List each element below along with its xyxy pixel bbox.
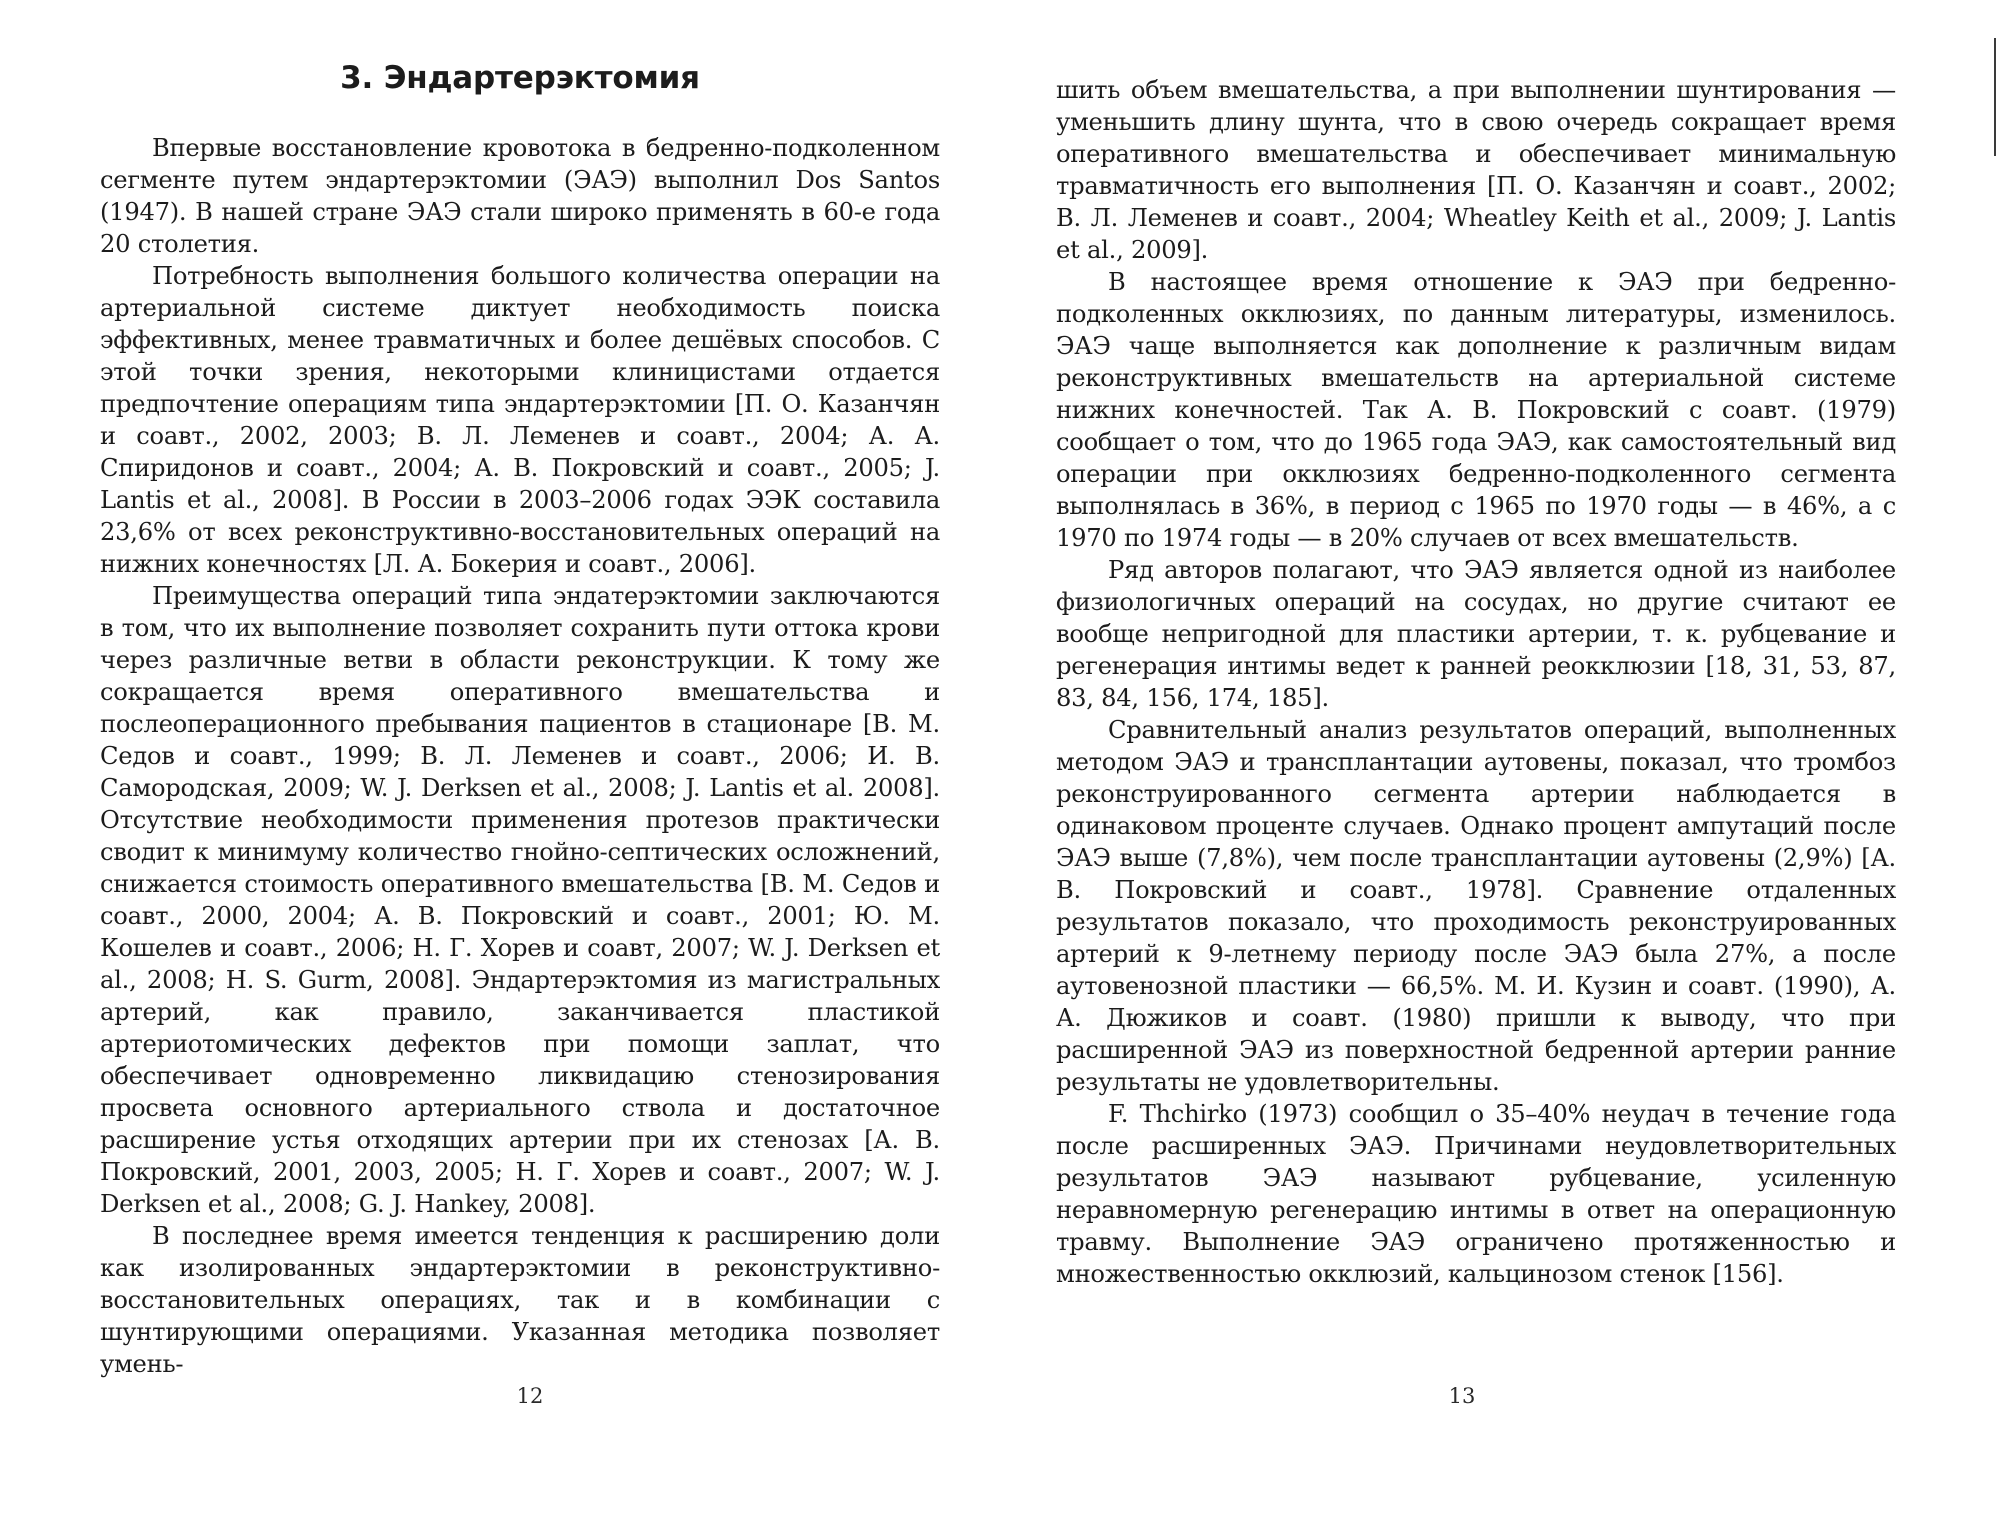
- right-paragraph-5: F. Thchirko (1973) сообщил о 35–40% неудач в течение года после расширенных ЭАЭ. Причинами неудовлетворительных результатов ЭАЭ называют рубцевание, усиленную неравномерную регенерацию интимы в ответ на операционную травму. Выполнение ЭАЭ ограничено протяженностью и множественностью окклюзий, кальцинозом стенок [156].: [1056, 1100, 1896, 1288]
- section-title: 3. Эндартерэктомия: [340, 60, 700, 96]
- left-paragraph-4: В последнее время имеется тенденция к расширению доли как изолированных эндартерэктомии в реконструктивно-восстановительных операциях, так и в комбинации с шунтирующими операциями. Указанная методика позволяет умень-: [100, 1222, 940, 1378]
- left-paragraph-3: Преимущества операций типа эндатерэктомии заключаются в том, что их выполнение позволяет сохранить пути оттока крови через различные ветви в области реконструкции. К тому же сокращается время оперативного вмешательства и послеоперационного пребывания пациентов в стационаре [В. М. Седов и соавт., 1999; В. Л. Леменев и соавт., 2006; И. В. Самородская, 2009; W. J. Derksen et al., 2008; J. Lantis et al. 2008]. Отсутствие необходимости применения протезов практически сводит к минимуму количество гнойно-септических осложнений, снижается стоимость оперативного вмешательства [В. М. Седов и соавт., 2000, 2004; А. В. Покровский и соавт., 2001; Ю. М. Кошелев и соавт., 2006; Н. Г. Хорев и соавт, 2007; W. J. Derksen et al., 2008; H. S. Gurm, 2008]. Эндартерэктомия из магистральных артерий, как правило, заканчивается пластикой артериотомических дефектов при помощи заплат, что обеспечивает одновременно ликвидацию стенозирования просвета основного артериального ствола и достаточное расширение устья отходящих артерии при их стенозах [А. В. Покровский, 2001, 2003, 2005; Н. Г. Хорев и соавт., 2007; W. J. Derksen et al., 2008; G. J. Hankey, 2008].: [100, 582, 940, 1218]
- left-page: [100, 58, 940, 1512]
- page-number-left: 12: [516, 1384, 544, 1408]
- left-paragraph-1: Впервые восстановление кровотока в бедренно-подколенном сегменте путем эндартерэктомии (ЭАЭ) выполнил Dos Santos (1947). В нашей стране ЭАЭ стали широко применять в 60-е года 20 столетия.: [100, 134, 940, 258]
- right-page: [1056, 74, 1896, 1528]
- left-paragraph-2: Потребность выполнения большого количества операции на артериальной системе диктует необходимость поиска эффективных, менее травматичных и более дешёвых способов. С этой точки зрения, некоторыми клиницистами отдается предпочтение операциям типа эндартерэктомии [П. О. Казанчян и соавт., 2002, 2003; В. Л. Леменев и соавт., 2004; А. А. Спиридонов и соавт., 2004; А. В. Покровский и соавт., 2005; J. Lantis et al., 2008]. В России в 2003–2006 годах ЭЭК составила 23,6% от всех реконструктивно-восстановительных операций на нижних конечностях [Л. А. Бокерия и соавт., 2006].: [100, 262, 940, 578]
- right-paragraph-4: Сравнительный анализ результатов операций, выполненных методом ЭАЭ и трансплантации аутовены, показал, что тромбоз реконструированного сегмента артерии наблюдается в одинаковом проценте случаев. Однако процент ампутаций после ЭАЭ выше (7,8%), чем после трансплантации аутовены (2,9%) [А. В. Покровский и соавт., 1978]. Сравнение отдаленных результатов показало, что проходимость реконструированных артерий к 9-летнему периоду после ЭАЭ была 27%, а после аутовенозной пластики — 66,5%. М. И. Кузин и соавт. (1990), А. А. Дюжиков и соавт. (1980) пришли к выводу, что при расширенной ЭАЭ из поверхностной бедренной артерии ранние результаты не удовлетворительны.: [1056, 716, 1896, 1096]
- right-paragraph-2: В настоящее время отношение к ЭАЭ при бедренно-подколенных окклюзиях, по данным литературы, изменилось. ЭАЭ чаще выполняется как дополнение к различным видам реконструктивных вмешательств на артериальной системе нижних конечностей. Так А. В. Покровский с соавт. (1979) сообщает о том, что до 1965 года ЭАЭ, как самостоятельный вид операции при окклюзиях бедренно-подколенного сегмента выполнялась в 36%, в период с 1965 по 1970 годы — в 46%, а с 1970 по 1974 годы — в 20% случаев от всех вмешательств.: [1056, 268, 1896, 552]
- right-paragraph-1: шить объем вмешательства, а при выполнении шунтирования — уменьшить длину шунта, что в свою очередь сокращает время оперативного вмешательства и обеспечивает минимальную травматичность его выполнения [П. О. Казанчян и соавт., 2002; В. Л. Леменев и соавт., 2004; Wheatley Keith et al., 2009; J. Lantis et al., 2009].: [1056, 76, 1896, 264]
- page-number-right: 13: [1448, 1384, 1476, 1408]
- right-paragraph-3: Ряд авторов полагают, что ЭАЭ является одной из наиболее физиологичных операций на сосудах, но другие считают ее вообще непригодной для пластики артерии, т. к. рубцевание и регенерация интимы ведет к ранней реокклюзии [18, 31, 53, 87, 83, 84, 156, 174, 185].: [1056, 556, 1896, 712]
- page-edge-mark: [1994, 38, 1996, 156]
